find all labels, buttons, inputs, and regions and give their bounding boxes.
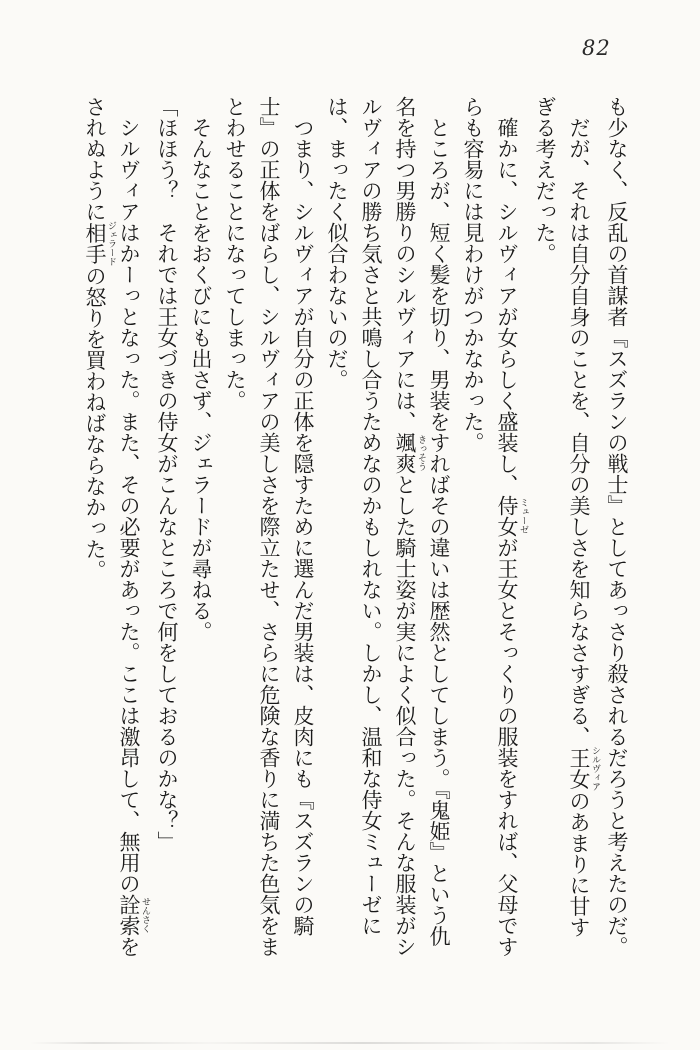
paragraph: つまり、シルヴィアが自分の正体を隠すために選んだ男装は、皮肉にも『スズランの騎士』の正体をばらし、シルヴィアの美しさを際立たせ、さらに危険な香りに満ちた色気をまとわせることになってしまった。 (223, 96, 315, 957)
furigana-annotated-word: 詮索 せんさく (117, 894, 150, 936)
paragraph: も少なく、反乱の首謀者『スズランの戦士』としてあっさり殺されるだろうと考えたのだ。 (605, 96, 629, 957)
furigana-annotated-word: 颯爽 きっそう (393, 432, 426, 474)
paragraph: シルヴィアはかーっとなった。また、その必要があった。ここは激昂して、無用の詮索 せんさくをされぬように相手 ジェラードの怒りを買わねばならなかった。 (83, 96, 150, 957)
paragraph: 確かに、シルヴィアが女らしく盛装し、侍女 ミューゼが王女とそっくりの服装をすれば、父母ですらも容易には見わけがつかなかった。 (461, 96, 528, 957)
furigana-annotated-word: 相手 ジェラード (83, 221, 116, 267)
paragraph: だが、それは自分自身のことを、自分の美しさを知らなさすぎる、王女 シルヴィアのあまりに甘すぎる考えだった。 (533, 96, 600, 938)
scan-edge-artifact (30, 1042, 670, 1044)
furigana-annotated-word: 侍女 ミューゼ (495, 495, 528, 537)
paragraph: ところが、短く髪を切り、男装をすればその違いは歴然としてしまう。『鬼姫』という仇名を持つ男勝りのシルヴィアには、颯爽 きっそうとした騎士姿が実によく似合った。そんな服装がシルヴィアの勝ち気さと共鳴し合うためなのかもしれない。しかし、温和な侍女ミューゼには、まったく似合わないのだ。 (325, 96, 451, 957)
furigana-annotated-word: 王女 シルヴィア (567, 746, 600, 792)
novel-text-block (78, 96, 634, 958)
paragraph: そんなことをおくびにも出さず、ジェラードが尋ねる。 (189, 117, 213, 642)
page-number: 82 (582, 36, 611, 60)
paragraph: 「ほほう？ それでは王女づきの侍女がこんなところで何をしておるのかな？」 (155, 96, 179, 852)
